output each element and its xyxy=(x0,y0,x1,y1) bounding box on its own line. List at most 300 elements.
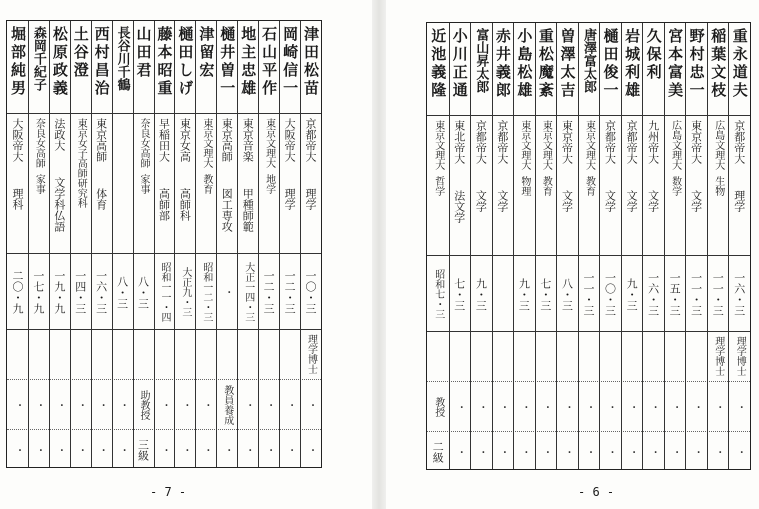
rank-text: ・ xyxy=(158,444,170,456)
name-text: 近池義隆 xyxy=(429,28,448,100)
cell-school xyxy=(91,118,112,250)
subject-text: 教育 xyxy=(540,176,552,196)
name-text: 松原政義 xyxy=(50,26,69,98)
rank-text: ・ xyxy=(54,444,66,456)
cell-status xyxy=(728,386,750,428)
degree-text: 理学博士 xyxy=(734,336,746,376)
name-text: 樋田しげ xyxy=(176,26,195,98)
rank-text: ・ xyxy=(284,444,296,456)
cell-name xyxy=(427,28,449,112)
name-text: 樋井曽一 xyxy=(218,26,237,98)
rank-text: ・ xyxy=(475,446,487,458)
cell-school xyxy=(449,120,471,252)
name-text: 岩城利雄 xyxy=(623,28,642,100)
cell-rank xyxy=(237,434,258,466)
subject-text: 理科 xyxy=(10,188,24,210)
cell-rank xyxy=(174,434,195,466)
cell-rank xyxy=(216,434,237,466)
status-text: ・ xyxy=(648,401,660,413)
subject-text: 文学 xyxy=(474,190,488,212)
status-text: ・ xyxy=(179,399,191,411)
cell-date xyxy=(7,258,28,326)
cell-degree xyxy=(112,334,133,376)
school-text: 東京高師 xyxy=(220,118,234,162)
status-text: ・ xyxy=(242,399,254,411)
subject-text: 文学 xyxy=(603,190,617,212)
status-text: ・ xyxy=(284,399,296,411)
status-text: ・ xyxy=(518,401,530,413)
date-text: 一六・三 xyxy=(94,270,108,314)
cell-date xyxy=(70,258,91,326)
cell-date xyxy=(449,260,471,328)
rank-text: 三級 xyxy=(136,439,150,461)
row-divider xyxy=(427,381,750,382)
date-text: 昭和七・三 xyxy=(432,269,444,319)
cell-degree xyxy=(642,336,664,378)
subject-text: 法文学 xyxy=(452,190,466,223)
cell-school xyxy=(258,118,279,250)
school-text: 京都帝大 xyxy=(625,120,639,164)
school-text: 早稲田大 xyxy=(157,118,171,162)
name-text: 山田君 xyxy=(134,26,153,80)
cell-school xyxy=(707,120,729,252)
rank-text: ・ xyxy=(561,446,573,458)
left-page-number: - 7 - xyxy=(150,485,187,499)
row-divider xyxy=(427,431,750,432)
school-text: 法政大 xyxy=(52,118,66,151)
school-text: 奈良女高師 xyxy=(33,118,45,168)
subject-text: 哲学 xyxy=(432,176,444,196)
date-text: 一一・三 xyxy=(581,272,595,316)
status-text: ・ xyxy=(734,401,746,413)
cell-degree xyxy=(578,336,600,378)
cell-status xyxy=(449,386,471,428)
cell-degree xyxy=(258,334,279,376)
cell-school xyxy=(513,120,535,252)
cell-school xyxy=(49,118,70,250)
cell-degree xyxy=(556,336,578,378)
status-text: 教授 xyxy=(432,397,444,417)
cell-name xyxy=(578,28,600,112)
cell-status xyxy=(133,384,154,426)
cell-name xyxy=(535,28,557,112)
cell-status xyxy=(28,384,49,426)
cell-status xyxy=(174,384,195,426)
row-divider xyxy=(427,255,750,256)
cell-status xyxy=(427,386,449,428)
cell-name xyxy=(449,28,471,112)
cell-date xyxy=(556,260,578,328)
school-text: 広島文理大 xyxy=(669,120,681,170)
cell-rank xyxy=(556,436,578,468)
date-text: 一〇・三 xyxy=(603,272,617,316)
cell-rank xyxy=(535,436,557,468)
cell-name xyxy=(216,26,237,110)
cell-school xyxy=(685,120,707,252)
subject-text: 理学 xyxy=(283,188,297,210)
date-text: ・ xyxy=(221,286,233,298)
cell-rank xyxy=(449,436,471,468)
date-text: 二〇・九 xyxy=(10,270,24,314)
cell-date xyxy=(195,258,216,326)
cell-name xyxy=(28,26,49,110)
cell-date xyxy=(642,260,664,328)
cell-status xyxy=(642,386,664,428)
cell-name xyxy=(195,26,216,110)
cell-rank xyxy=(427,436,449,468)
subject-text: 理学 xyxy=(732,190,746,212)
subject-text: 文学 xyxy=(646,190,660,212)
school-text: 東京文理大 xyxy=(263,118,275,168)
cell-name xyxy=(174,26,195,110)
cell-rank xyxy=(664,436,686,468)
cell-status xyxy=(707,386,729,428)
school-text: 東京文理大 xyxy=(583,120,595,170)
cell-name xyxy=(621,28,643,112)
rank-text: ・ xyxy=(669,446,681,458)
subject-text: 生物 xyxy=(712,176,724,196)
cell-name xyxy=(70,26,91,110)
cell-school xyxy=(216,118,237,250)
cell-status xyxy=(556,386,578,428)
name-text: 富山昇太郎 xyxy=(473,28,489,93)
rank-text: ・ xyxy=(12,444,24,456)
status-text: ・ xyxy=(75,399,87,411)
cell-school xyxy=(492,120,514,252)
cell-school xyxy=(112,118,133,250)
cell-rank xyxy=(707,436,729,468)
row-divider xyxy=(7,113,321,114)
status-text: ・ xyxy=(712,401,724,413)
subject-text: 文学科仏語 xyxy=(52,177,66,232)
cell-rank xyxy=(279,434,300,466)
rank-text: ・ xyxy=(626,446,638,458)
degree-text: 理学博士 xyxy=(712,336,724,376)
school-text: 東京女高 xyxy=(178,118,192,162)
school-text: 東京帝大 xyxy=(560,120,574,164)
subject-text: 図工専攻 xyxy=(220,188,234,232)
rank-text: ・ xyxy=(454,446,466,458)
school-text: 京都帝大 xyxy=(603,120,617,164)
name-text: 岡崎信一 xyxy=(281,26,300,98)
cell-degree xyxy=(279,334,300,376)
name-text: 赤井義郎 xyxy=(493,28,512,100)
rank-text: ・ xyxy=(263,444,275,456)
cell-status xyxy=(70,384,91,426)
cell-date xyxy=(664,260,686,328)
status-text: ・ xyxy=(96,399,108,411)
status-text: 助教授 xyxy=(138,390,150,420)
cell-status xyxy=(258,384,279,426)
name-text: 樋田俊一 xyxy=(601,28,620,100)
cell-degree xyxy=(195,334,216,376)
subject-text: 家事 xyxy=(138,174,150,194)
cell-date xyxy=(279,258,300,326)
name-text: 久保利 xyxy=(644,28,663,82)
cell-degree xyxy=(599,336,621,378)
cell-degree xyxy=(427,336,449,378)
cell-status xyxy=(492,386,514,428)
cell-school xyxy=(642,120,664,252)
cell-school xyxy=(599,120,621,252)
name-text: 津留宏 xyxy=(197,26,216,80)
rank-text: ・ xyxy=(605,446,617,458)
school-text: 東京音楽 xyxy=(241,118,255,162)
cell-date xyxy=(707,260,729,328)
subject-text: 文学 xyxy=(689,190,703,212)
status-text: ・ xyxy=(583,401,595,413)
cell-status xyxy=(49,384,70,426)
cell-status xyxy=(237,384,258,426)
cell-rank xyxy=(112,434,133,466)
subject-text: 教育 xyxy=(583,176,595,196)
status-text: ・ xyxy=(626,401,638,413)
subject-text: 文学 xyxy=(560,190,574,212)
cell-school xyxy=(174,118,195,250)
cell-degree xyxy=(28,334,49,376)
rank-text: ・ xyxy=(200,444,212,456)
rank-text: ・ xyxy=(96,444,108,456)
school-text: 東京帝大 xyxy=(689,120,703,164)
cell-name xyxy=(237,26,258,110)
cell-date xyxy=(28,258,49,326)
date-text: 八・三 xyxy=(560,277,574,311)
cell-degree xyxy=(492,336,514,378)
cell-status xyxy=(599,386,621,428)
cell-date xyxy=(470,260,492,328)
cell-date xyxy=(91,258,112,326)
row-divider xyxy=(7,379,321,380)
cell-school xyxy=(556,120,578,252)
name-text: 森岡千紀子 xyxy=(30,26,46,91)
cell-date xyxy=(300,258,321,326)
cell-school xyxy=(28,118,49,250)
cell-status xyxy=(685,386,707,428)
cell-status xyxy=(664,386,686,428)
subject-text: 物理 xyxy=(518,176,530,196)
name-text: 津田松苗 xyxy=(302,26,321,98)
cell-status xyxy=(470,386,492,428)
subject-text: 文学 xyxy=(495,190,509,212)
rank-text: 二級 xyxy=(431,441,445,463)
rank-text: ・ xyxy=(734,446,746,458)
status-text: ・ xyxy=(605,401,617,413)
school-text: 京都帝大 xyxy=(474,120,488,164)
school-text: 東京高師 xyxy=(94,118,108,162)
cell-degree xyxy=(154,334,175,376)
cell-school xyxy=(728,120,750,252)
status-text: ・ xyxy=(691,401,703,413)
status-text: ・ xyxy=(497,401,509,413)
cell-rank xyxy=(513,436,535,468)
right-page xyxy=(386,0,759,509)
cell-degree xyxy=(664,336,686,378)
date-text: 一〇・三 xyxy=(304,270,318,314)
school-text: 奈良女高師 xyxy=(138,118,150,168)
status-text: ・ xyxy=(454,401,466,413)
status-text: ・ xyxy=(669,401,681,413)
cell-date xyxy=(237,258,258,326)
rank-text: ・ xyxy=(497,446,509,458)
subject-text: 教育 xyxy=(200,174,212,194)
name-text: 長谷川千鶴 xyxy=(114,26,130,91)
cell-status xyxy=(195,384,216,426)
name-text: 宮本富美 xyxy=(666,28,685,100)
cell-degree xyxy=(7,334,28,376)
cell-school xyxy=(300,118,321,250)
cell-rank xyxy=(492,436,514,468)
cell-name xyxy=(556,28,578,112)
date-text: 九・三 xyxy=(517,277,531,311)
subject-text: 文学 xyxy=(625,190,639,212)
status-text: ・ xyxy=(540,401,552,413)
cell-name xyxy=(49,26,70,110)
cell-rank xyxy=(258,434,279,466)
cell-name xyxy=(728,28,750,112)
row-divider xyxy=(7,429,321,430)
name-text: 曽澤太吉 xyxy=(558,28,577,100)
cell-date xyxy=(427,260,449,328)
subject-text: 理学 xyxy=(304,188,318,210)
cell-rank xyxy=(300,434,321,466)
cell-school xyxy=(621,120,643,252)
rank-text: ・ xyxy=(179,444,191,456)
cell-degree xyxy=(470,336,492,378)
cell-school xyxy=(7,118,28,250)
degree-text: 理学博士 xyxy=(305,334,317,374)
school-text: 九州帝大 xyxy=(646,120,660,164)
cell-school xyxy=(578,120,600,252)
cell-date xyxy=(621,260,643,328)
subject-text: 甲種師範 xyxy=(241,188,255,232)
name-text: 石山平作 xyxy=(260,26,279,98)
rank-text: ・ xyxy=(540,446,552,458)
cell-school xyxy=(279,118,300,250)
cell-school xyxy=(133,118,154,250)
cell-degree xyxy=(133,334,154,376)
name-text: 土谷澄 xyxy=(71,26,90,80)
cell-status xyxy=(7,384,28,426)
date-text: 八・三 xyxy=(136,275,150,309)
cell-date xyxy=(258,258,279,326)
cell-status xyxy=(112,384,133,426)
row-divider xyxy=(7,253,321,254)
date-text: 一六・三 xyxy=(732,272,746,316)
rank-text: ・ xyxy=(33,444,45,456)
name-text: 稲葉文枝 xyxy=(709,28,728,100)
cell-date xyxy=(216,258,237,326)
cell-degree xyxy=(535,336,557,378)
cell-degree xyxy=(91,334,112,376)
cell-name xyxy=(279,26,300,110)
cell-degree xyxy=(707,336,729,378)
cell-date xyxy=(513,260,535,328)
date-text: 七・三 xyxy=(538,277,552,311)
date-text: 昭和一一・四 xyxy=(158,262,170,322)
status-text: ・ xyxy=(200,399,212,411)
cell-rank xyxy=(578,436,600,468)
subject-text: 家事 xyxy=(33,174,45,194)
cell-school xyxy=(470,120,492,252)
row-divider xyxy=(427,331,750,332)
rank-text: ・ xyxy=(518,446,530,458)
cell-name xyxy=(154,26,175,110)
cell-name xyxy=(91,26,112,110)
cell-rank xyxy=(621,436,643,468)
cell-rank xyxy=(642,436,664,468)
date-text: 七・三 xyxy=(452,277,466,311)
rank-text: ・ xyxy=(691,446,703,458)
date-text: 一一・三 xyxy=(711,272,725,316)
cell-school xyxy=(70,118,91,250)
cell-degree xyxy=(216,334,237,376)
cell-degree xyxy=(449,336,471,378)
cell-degree xyxy=(300,334,321,376)
rank-text: ・ xyxy=(305,444,317,456)
rank-text: ・ xyxy=(242,444,254,456)
name-text: 唐澤富太郎 xyxy=(580,28,596,93)
subject-text: 高師部 xyxy=(157,188,171,221)
cell-date xyxy=(685,260,707,328)
date-text: 一一・三 xyxy=(689,272,703,316)
status-text: ・ xyxy=(305,399,317,411)
school-text: 大阪帝大 xyxy=(10,118,24,162)
cell-date xyxy=(112,258,133,326)
cell-name xyxy=(112,26,133,110)
school-text: 京都帝大 xyxy=(732,120,746,164)
cell-date xyxy=(49,258,70,326)
cell-rank xyxy=(728,436,750,468)
cell-status xyxy=(279,384,300,426)
school-text: 東京文理大 xyxy=(540,120,552,170)
cell-date xyxy=(578,260,600,328)
cell-name xyxy=(133,26,154,110)
school-text: 東京文理大 xyxy=(432,120,444,170)
cell-school xyxy=(195,118,216,250)
cell-degree xyxy=(621,336,643,378)
subject-text: 高師科 xyxy=(178,188,192,221)
cell-date xyxy=(535,260,557,328)
date-text: 一九・九 xyxy=(52,270,66,314)
cell-date xyxy=(599,260,621,328)
date-text: 九・三 xyxy=(474,277,488,311)
school-text: 京都帝大 xyxy=(495,120,509,164)
date-text: 大正一四・三 xyxy=(242,262,254,322)
cell-name xyxy=(470,28,492,112)
cell-rank xyxy=(154,434,175,466)
status-text: ・ xyxy=(12,399,24,411)
name-text: 重永道夫 xyxy=(730,28,749,100)
cell-date xyxy=(728,260,750,328)
right-staff-table xyxy=(426,22,751,470)
date-text: 一四・三 xyxy=(73,270,87,314)
cell-name xyxy=(685,28,707,112)
cell-degree xyxy=(513,336,535,378)
rank-text: ・ xyxy=(648,446,660,458)
school-text: 東京文理大 xyxy=(200,118,212,168)
cell-rank xyxy=(470,436,492,468)
subject-text: 体育 xyxy=(94,188,108,210)
cell-date xyxy=(154,258,175,326)
cell-status xyxy=(216,384,237,426)
date-text: 一二・三 xyxy=(262,270,276,314)
school-text: 京都帝大 xyxy=(304,118,318,162)
status-text: ・ xyxy=(158,399,170,411)
cell-degree xyxy=(685,336,707,378)
cell-name xyxy=(599,28,621,112)
name-text: 小島松雄 xyxy=(515,28,534,100)
status-text: 教員養成 xyxy=(221,385,233,425)
